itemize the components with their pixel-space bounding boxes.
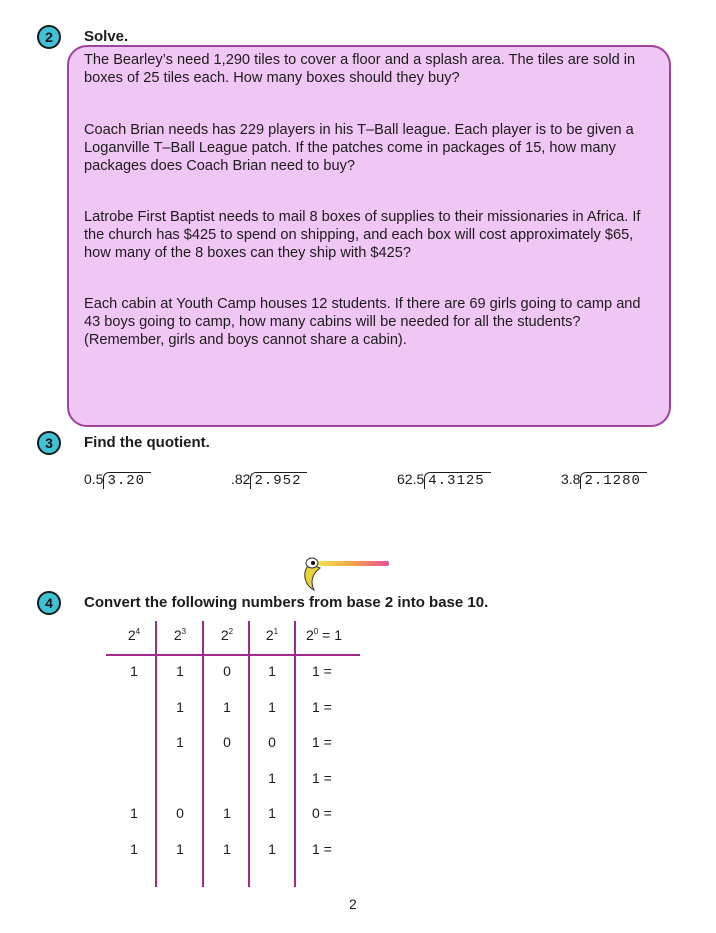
problem-1: The Bearley’s need 1,290 tiles to cover a floor and a splash area. The tiles are sold in boxes of 25 tiles each. How many boxes should they buy? [84, 52, 636, 86]
table-cell: 1 [223, 840, 231, 857]
division-problem-3 [397, 471, 491, 489]
table-cell: 1 [268, 698, 276, 715]
problem-2: Coach Brian needs has 229 players in his T–Ball league. Each player is to be given a Loganville T–Ball League patch. If the patches come in packages of 15, how many packages does Coach Brian need to buy? [84, 122, 634, 174]
dividend: 2.1280 [580, 472, 646, 489]
section-3-title: Find the quotient. [84, 434, 210, 451]
table-cell: 1 = [312, 698, 332, 715]
table-cell: 0 = [312, 805, 332, 821]
table-cell: 1 [130, 805, 138, 821]
table-cell: 1 [176, 734, 184, 750]
table-cell: 1 [268, 840, 276, 857]
table-cell: 1 [223, 805, 231, 821]
section-2-number: 2 [37, 25, 61, 49]
header-2-pow-2: $2^2$ [220, 627, 234, 643]
divisor: 3.8 [561, 471, 581, 487]
problem-3: Latrobe First Baptist needs to mail 8 boxes of supplies to their missionaries in Africa. If the church has $425 to spend on shipping, and each box will cost approximately $65, how many of the 8 boxes can they ship with $425? [84, 209, 641, 261]
table-cell: 0 [223, 663, 231, 679]
divisor: .82 [231, 471, 251, 487]
header-2-pow-1: $2^1$ [265, 627, 279, 643]
header-2-pow-0: $2^0 = 1$ [306, 627, 342, 643]
dividend: 3.20 [103, 472, 151, 489]
section-2-title: Solve. [84, 28, 129, 45]
problem-4: Each cabin at Youth Camp houses 12 students. If there are 69 girls going to camp and 43 boys going to camp, how many cabins will be needed for all the students? (Remember, girls and boys cannot share a cabin). [84, 296, 641, 348]
table-cell: 1 [268, 805, 276, 821]
division-problem-2 [231, 471, 307, 489]
header-2-pow-4: $2^4$ [127, 627, 141, 643]
divisor: 0.5 [84, 471, 104, 487]
division-problem-1 [84, 471, 151, 489]
division-problem-4 [561, 471, 647, 489]
page-number: 2 [349, 896, 357, 912]
table-cell: 1 = [312, 663, 332, 679]
table-cell: 1 [176, 663, 184, 679]
table-cell: 1 [268, 769, 276, 786]
header-2-pow-3: $2^3$ [173, 627, 187, 643]
dividend: 4.3125 [424, 472, 490, 489]
table-cell: 1 [130, 840, 138, 857]
dividend: 2.952 [250, 472, 307, 489]
table-cell: 0 [223, 734, 231, 750]
table-cell: 1 [176, 840, 184, 857]
table-cell: 1 = [312, 734, 332, 750]
table-cell: 1 [223, 698, 231, 715]
divisor: 62.5 [397, 471, 425, 487]
table-cell: 0 [176, 805, 184, 821]
section-4-number: 4 [37, 591, 61, 615]
table-cell: 1 [268, 663, 276, 679]
table-cell: 0 [268, 734, 276, 750]
section-3-number: 3 [37, 431, 61, 455]
table-cell: 1 = [312, 769, 332, 786]
section-4-title: Convert the following numbers from base 2 into base 10. [84, 594, 489, 611]
table-cell: 1 [176, 698, 184, 715]
table-cell: 1 = [312, 840, 332, 857]
table-cell: 1 [130, 663, 138, 679]
bird-mascot-icon [300, 556, 392, 596]
